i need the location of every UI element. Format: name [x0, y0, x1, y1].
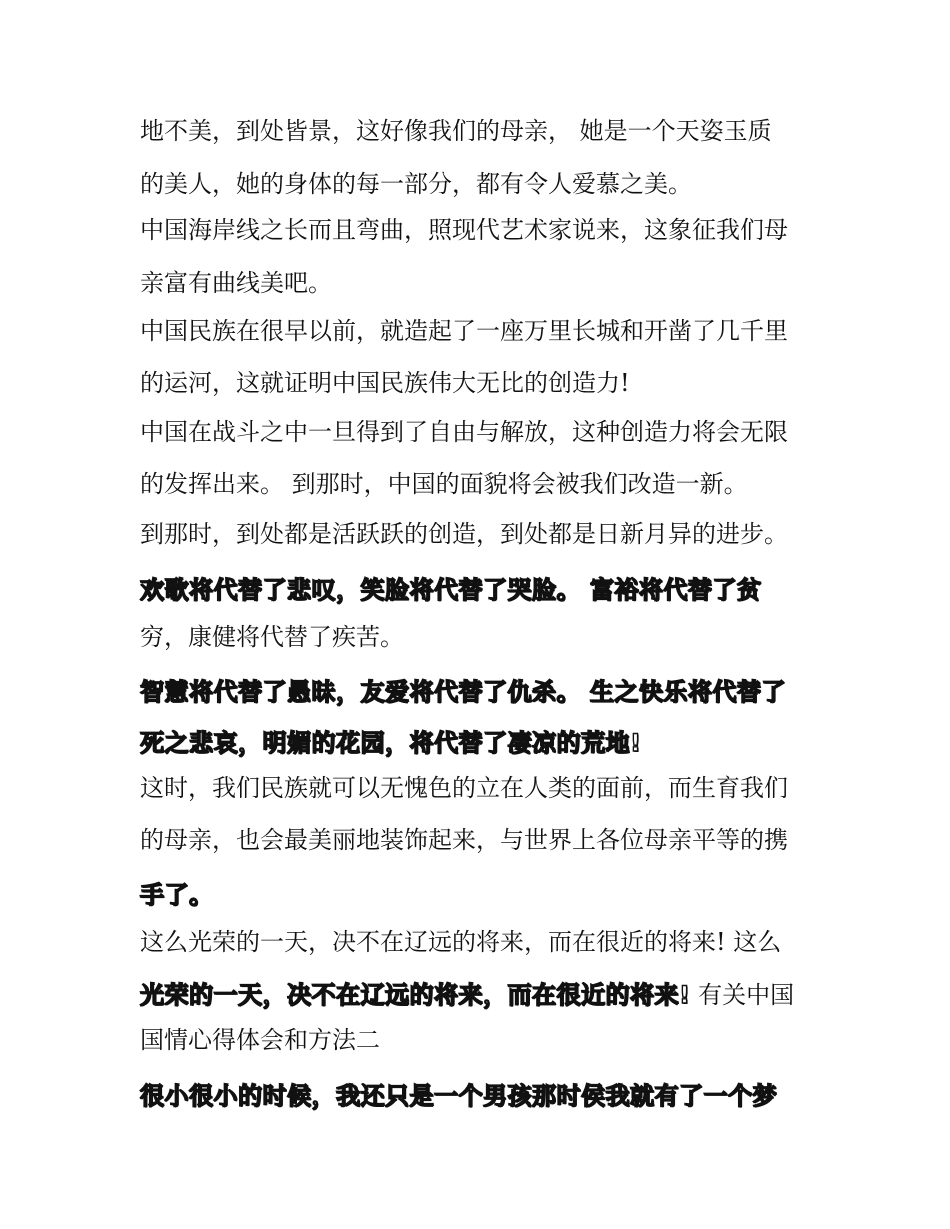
text-segment: 有关中国 [690, 981, 795, 1009]
mixed-text-line [140, 980, 794, 1010]
text-line: 这么光荣的一天，决不在辽远的将来，而在很近的将来! 这么 [140, 928, 782, 956]
text-line: 亲富有曲线美吧。 [140, 269, 332, 297]
text-line: 的运河，这就证明中国民族伟大无比的创造力! [140, 369, 630, 397]
outlined-text-segment: 光荣的一天，决不在辽远的将来，而在很近的将来! [140, 981, 691, 1009]
text-line: 中国在战斗之中一旦得到了自由与解放，这种创造力将会无限 [140, 418, 788, 446]
text-line: 国情心得体会和方法二 [140, 1026, 380, 1054]
outlined-text-line: 死之悲哀，明媚的花园，将代替了凄凉的荒地! [140, 729, 642, 757]
outlined-text-line: 智慧将代替了愚昧，友爱将代替了仇杀。 生之快乐将代替了 [140, 678, 786, 706]
text-line: 中国民族在很早以前，就造起了一座万里长城和开凿了几千里 [140, 317, 788, 345]
text-line: 穷，康健将代替了疾苦。 [140, 623, 404, 651]
text-line: 的发挥出来。 到那时，中国的面貌将会被我们改造一新。 [140, 470, 748, 498]
text-line: 中国海岸线之长而且弯曲，照现代艺术家说来，这象征我们母 [140, 216, 788, 244]
text-line: 到那时，到处都是活跃跃的创造，到处都是日新月异的进步。 [140, 520, 788, 548]
text-line: 的母亲，也会最美丽地装饰起来，与世界上各位母亲平等的携 [140, 826, 788, 854]
outlined-text-line: 很小很小的时候，我还只是一个男孩那时侯我就有了一个梦 [140, 1082, 777, 1110]
outlined-text-line: 手了。 [140, 881, 214, 909]
outlined-text-line: 欢歌将代替了悲叹，笑脸将代替了哭脸。 富裕将代替了贫 [140, 576, 762, 604]
text-line: 的美人，她的身体的每一部分，都有令人爱慕之美。 [140, 170, 692, 198]
text-line: 地不美，到处皆景，这好像我们的母亲， 她是一个天姿玉质 [140, 117, 772, 145]
text-line: 这时，我们民族就可以无愧色的立在人类的面前，而生育我们 [140, 774, 788, 802]
